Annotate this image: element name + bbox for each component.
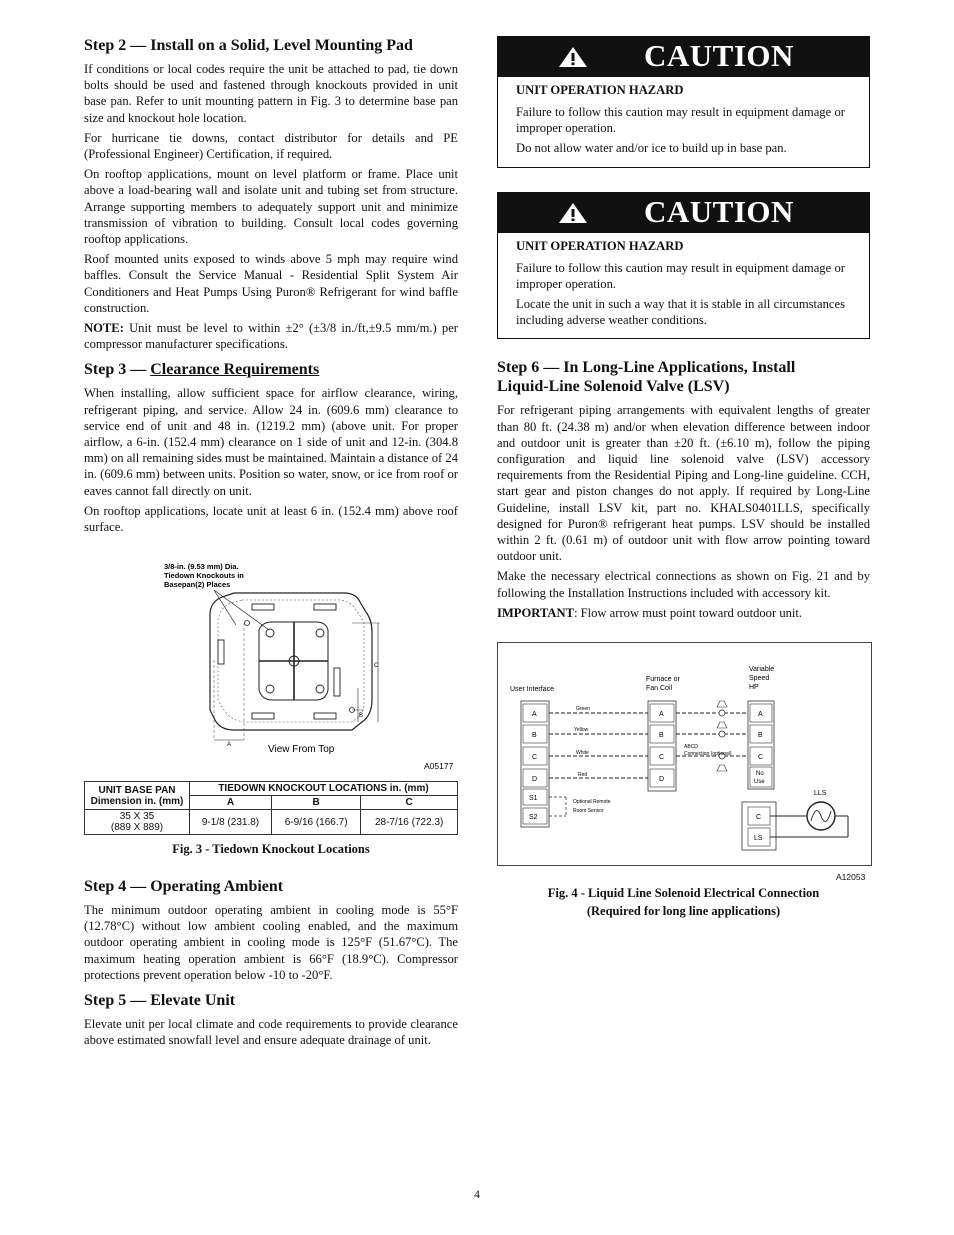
ls-terminal-ls: LS xyxy=(754,835,763,842)
ui-terminal-d: D xyxy=(532,776,538,783)
cell-dimension xyxy=(85,810,190,835)
cell-dimension-in: 35 X 35 xyxy=(119,811,155,822)
wire-green: Green xyxy=(576,706,590,712)
caution-body-2 xyxy=(498,233,869,339)
step4-heading: Step 4 — Operating Ambient xyxy=(84,878,284,895)
caution-1-text-1: Failure to follow this caution may result in equipment damage or improper operation. xyxy=(516,105,845,136)
step3-heading xyxy=(84,360,458,379)
remote-sensor-2: Room Sensor xyxy=(573,808,604,814)
step5-paragraph-1: Elevate unit per local climate and code requirements to provide clearance above estimated snowfall level and ensure adequate drainage of unit. xyxy=(84,1017,458,1048)
fig3-basepan-drawing xyxy=(84,560,458,775)
caution-2-text-2: Locate the unit in such a way that it is stable in all circumstances including adverse weather conditions. xyxy=(516,297,845,328)
tiedown-table-header-c: C xyxy=(361,796,458,810)
caution-word-2: CAUTION xyxy=(644,193,794,229)
step2-paragraph-2: For hurricane tie downs, contact distributor for details and PE (Professional Engineer) Certification, if required. xyxy=(84,130,458,162)
cell-b: 6-9/16 (166.7) xyxy=(271,810,360,835)
hp-terminal-a: A xyxy=(758,711,763,718)
step6-important xyxy=(497,605,870,621)
fig4-wiring-frame xyxy=(497,642,872,866)
furnace-terminal-a: A xyxy=(659,711,664,718)
caution-1-text-2: Do not allow water and/or ice to build up in base pan. xyxy=(516,141,787,156)
header-unit-base-pan: UNIT BASE PAN xyxy=(98,784,176,796)
fig3-callout-line-1: 3/8-in. (9.53 mm) Dia. xyxy=(164,562,239,571)
header-dimension: Dimension in. (mm) xyxy=(90,795,184,807)
hp-terminal-no-2: Use xyxy=(754,779,765,785)
step3-heading-prefix: Step 3 — xyxy=(84,361,151,379)
wire-red: Red xyxy=(578,772,588,778)
ui-terminal-s2: S2 xyxy=(529,814,538,821)
warning-icon xyxy=(558,202,588,224)
wire-yellow: Yellow xyxy=(574,727,589,733)
cell-dimension-mm: (889 X 889) xyxy=(110,822,164,833)
important-label: IMPORTANT xyxy=(497,605,574,620)
label-furnace-1: Furnace or xyxy=(646,676,680,683)
abcd-label-2: Connection (optional) xyxy=(684,751,732,757)
left-column-lower xyxy=(84,877,458,1052)
fig4-caption-line-1: Fig. 4 - Liquid Line Solenoid Electrical Connection xyxy=(547,886,820,900)
cell-a: 9-1/8 (231.8) xyxy=(190,810,272,835)
furnace-terminal-b: B xyxy=(659,732,664,739)
left-column xyxy=(84,36,458,539)
wire-white: White xyxy=(576,750,589,756)
furnace-terminal-d: D xyxy=(659,776,665,783)
label-user-interface: User Interface xyxy=(510,686,554,693)
note-label: NOTE: xyxy=(84,321,124,336)
label-hp-2: Speed xyxy=(749,675,770,682)
abcd-label-1: ABCD xyxy=(684,744,698,750)
remote-sensor-1: Optional Remote xyxy=(573,799,611,805)
ui-terminal-c: C xyxy=(532,754,538,761)
furnace-terminal-c: C xyxy=(659,754,665,761)
caution-word-1: CAUTION xyxy=(644,38,794,73)
step6-paragraph-2: Make the necessary electrical connections as shown on Fig. 21 and by following the Installation Instructions included with accessory kit. xyxy=(497,569,870,600)
fig3-caption: Fig. 3 - Tiedown Knockout Locations xyxy=(172,842,370,856)
ui-terminal-s1: S1 xyxy=(529,795,538,802)
note-text: Unit must be level to within ±2° (±3/8 in./ft,±9.5 mm/m.) per compressor manufacturer specifications. xyxy=(84,321,458,352)
caution-box-1 xyxy=(497,36,870,168)
warning-icon xyxy=(558,46,588,68)
tiedown-table-header-a: A xyxy=(190,796,272,810)
ls-terminal-c: C xyxy=(756,814,762,821)
step2-paragraph-4: Roof mounted units exposed to winds above 5 mph may require wind baffles. Consult the Service Manual - Residential Split System Air Conditioners and Heat Pumps Using Puron® Refrigerant for wind baffle construction. xyxy=(84,252,458,315)
hp-terminal-no-1: No xyxy=(756,771,764,777)
label-furnace-2: Fan Coil xyxy=(646,685,673,692)
step3-paragraph-1: When installing, allow sufficient space for airflow clearance, wiring, refrigerant piping, and service. Allow 24 in. (609.6 mm) clearance to service end of unit and 48 in. (1219.2 mm) (above unit. For proper airflow, a 6-in. (152.4 mm) clearance on 1 side of unit and 12-in. (304.8 mm) on all remaining sides must be maintained. Maintain a distance of 24 in. (609.6 mm) between units. Position so water, snow, or ice from roof or eaves cannot fall directly on unit. xyxy=(84,386,458,498)
step3-paragraph-2: On rooftop applications, locate unit at least 6 in. (152.4 mm) above roof surface. xyxy=(84,503,458,535)
table-row xyxy=(85,810,458,835)
fig3-dim-a: A xyxy=(227,742,232,748)
fig4-caption xyxy=(497,884,870,920)
label-hp-1: Variable xyxy=(749,666,775,673)
page-number: 4 xyxy=(474,1187,480,1201)
step4-paragraph-1: The minimum outdoor operating ambient in cooling mode is 55°F (12.78°C) without low ambient cooling enabled, and the maximum outdoor operating ambient in cooling mode is 125°F (51.67°C). The maximum heating operation ambient is 66°F (18.9°C). Compressor protections prevent operation below -10 to -20°F. xyxy=(84,903,458,982)
fig4-wiring-diagram xyxy=(498,643,871,865)
fig3-callout-line-3: Basepan(2) Places xyxy=(164,580,231,589)
step6-heading-line-2: Liquid-Line Solenoid Valve (LSV) xyxy=(497,378,730,396)
caution-bar-2 xyxy=(498,193,869,233)
step5-heading: Step 5 — Elevate Unit xyxy=(84,992,236,1010)
caution-1-hazard: UNIT OPERATION HAZARD xyxy=(516,83,684,97)
tiedown-table-header-span: TIEDOWN KNOCKOUT LOCATIONS in. (mm) xyxy=(190,782,458,796)
tiedown-table xyxy=(84,781,458,835)
right-column xyxy=(497,36,870,625)
ui-terminal-b: B xyxy=(532,732,537,739)
important-text: : Flow arrow must point toward outdoor unit. xyxy=(573,605,803,620)
step6-heading xyxy=(497,358,870,396)
hp-terminal-b: B xyxy=(758,732,763,739)
fig3-dim-b: B xyxy=(359,713,364,719)
step2-note xyxy=(84,320,458,352)
step2-paragraph-1: If conditions or local codes require the unit be attached to pad, tie down bolts should be used and fastened through knockouts provided in unit base pan. Refer to unit mounting pattern in Fig. 3 to determine base pan size and knockout hole location. xyxy=(84,62,458,125)
caution-2-text-1: Failure to follow this caution may result in equipment damage or improper operation. xyxy=(516,260,845,291)
fig3-callout-line-2: Tiedown Knockouts in xyxy=(164,571,244,580)
tiedown-table-header-dimension xyxy=(85,782,190,810)
step6-heading-line-1: Step 6 — In Long-Line Applications, Install xyxy=(497,359,796,377)
fig4-caption-line-2: (Required for long line applications) xyxy=(586,904,781,918)
step2-heading: Step 2 — Install on a Solid, Level Mounting Pad xyxy=(84,37,413,54)
ui-terminal-a: A xyxy=(532,711,537,718)
step3-heading-underlined: Clearance Requirements xyxy=(150,361,320,379)
fig4-code: A12053 xyxy=(836,872,866,882)
step6-paragraph-1: For refrigerant piping arrangements with equivalent lengths of greater than 80 ft. (24.38 m) and/or when elevation difference between indoor and outdoor unit is greater than ±20 ft. (±6.10 m), follow the piping configuration and liquid line solenoid valve (LSV) accessory requirements from the Residential Piping and Long-line guideline. CCH, start gear and piston changes do not apply. If required by Long-Line Guideline, install LSV kit, part no. KHALS0401LLS, specifically designed for Puron® refrigerant heat pumps. LSV should be installed within 2 ft. (0.61 m) of outdoor unit with flow arrow pointing toward outdoor unit. xyxy=(497,403,870,564)
step2-paragraph-3: On rooftop applications, mount on level platform or frame. Place unit above a load-bearing wall and isolate unit and tubing set from structure. Arrange supporting members to adequately support unit and minimize transmission of vibration to building. Consult local codes governing rooftop applications. xyxy=(84,167,458,247)
fig3-dim-c: C xyxy=(374,663,379,669)
hp-terminal-c: C xyxy=(758,754,764,761)
caution-bar-1 xyxy=(498,37,869,77)
tiedown-table-header-b: B xyxy=(271,796,360,810)
fig3-code: A05177 xyxy=(424,761,454,771)
caution-body-1 xyxy=(498,77,869,167)
caution-box-2 xyxy=(497,192,870,340)
fig3-view-label: View From Top xyxy=(268,744,335,755)
label-hp-3: HP xyxy=(749,684,759,691)
cell-c: 28-7/16 (722.3) xyxy=(361,810,458,835)
lls-label: LLS xyxy=(814,790,827,797)
caution-2-hazard: UNIT OPERATION HAZARD xyxy=(516,238,684,253)
